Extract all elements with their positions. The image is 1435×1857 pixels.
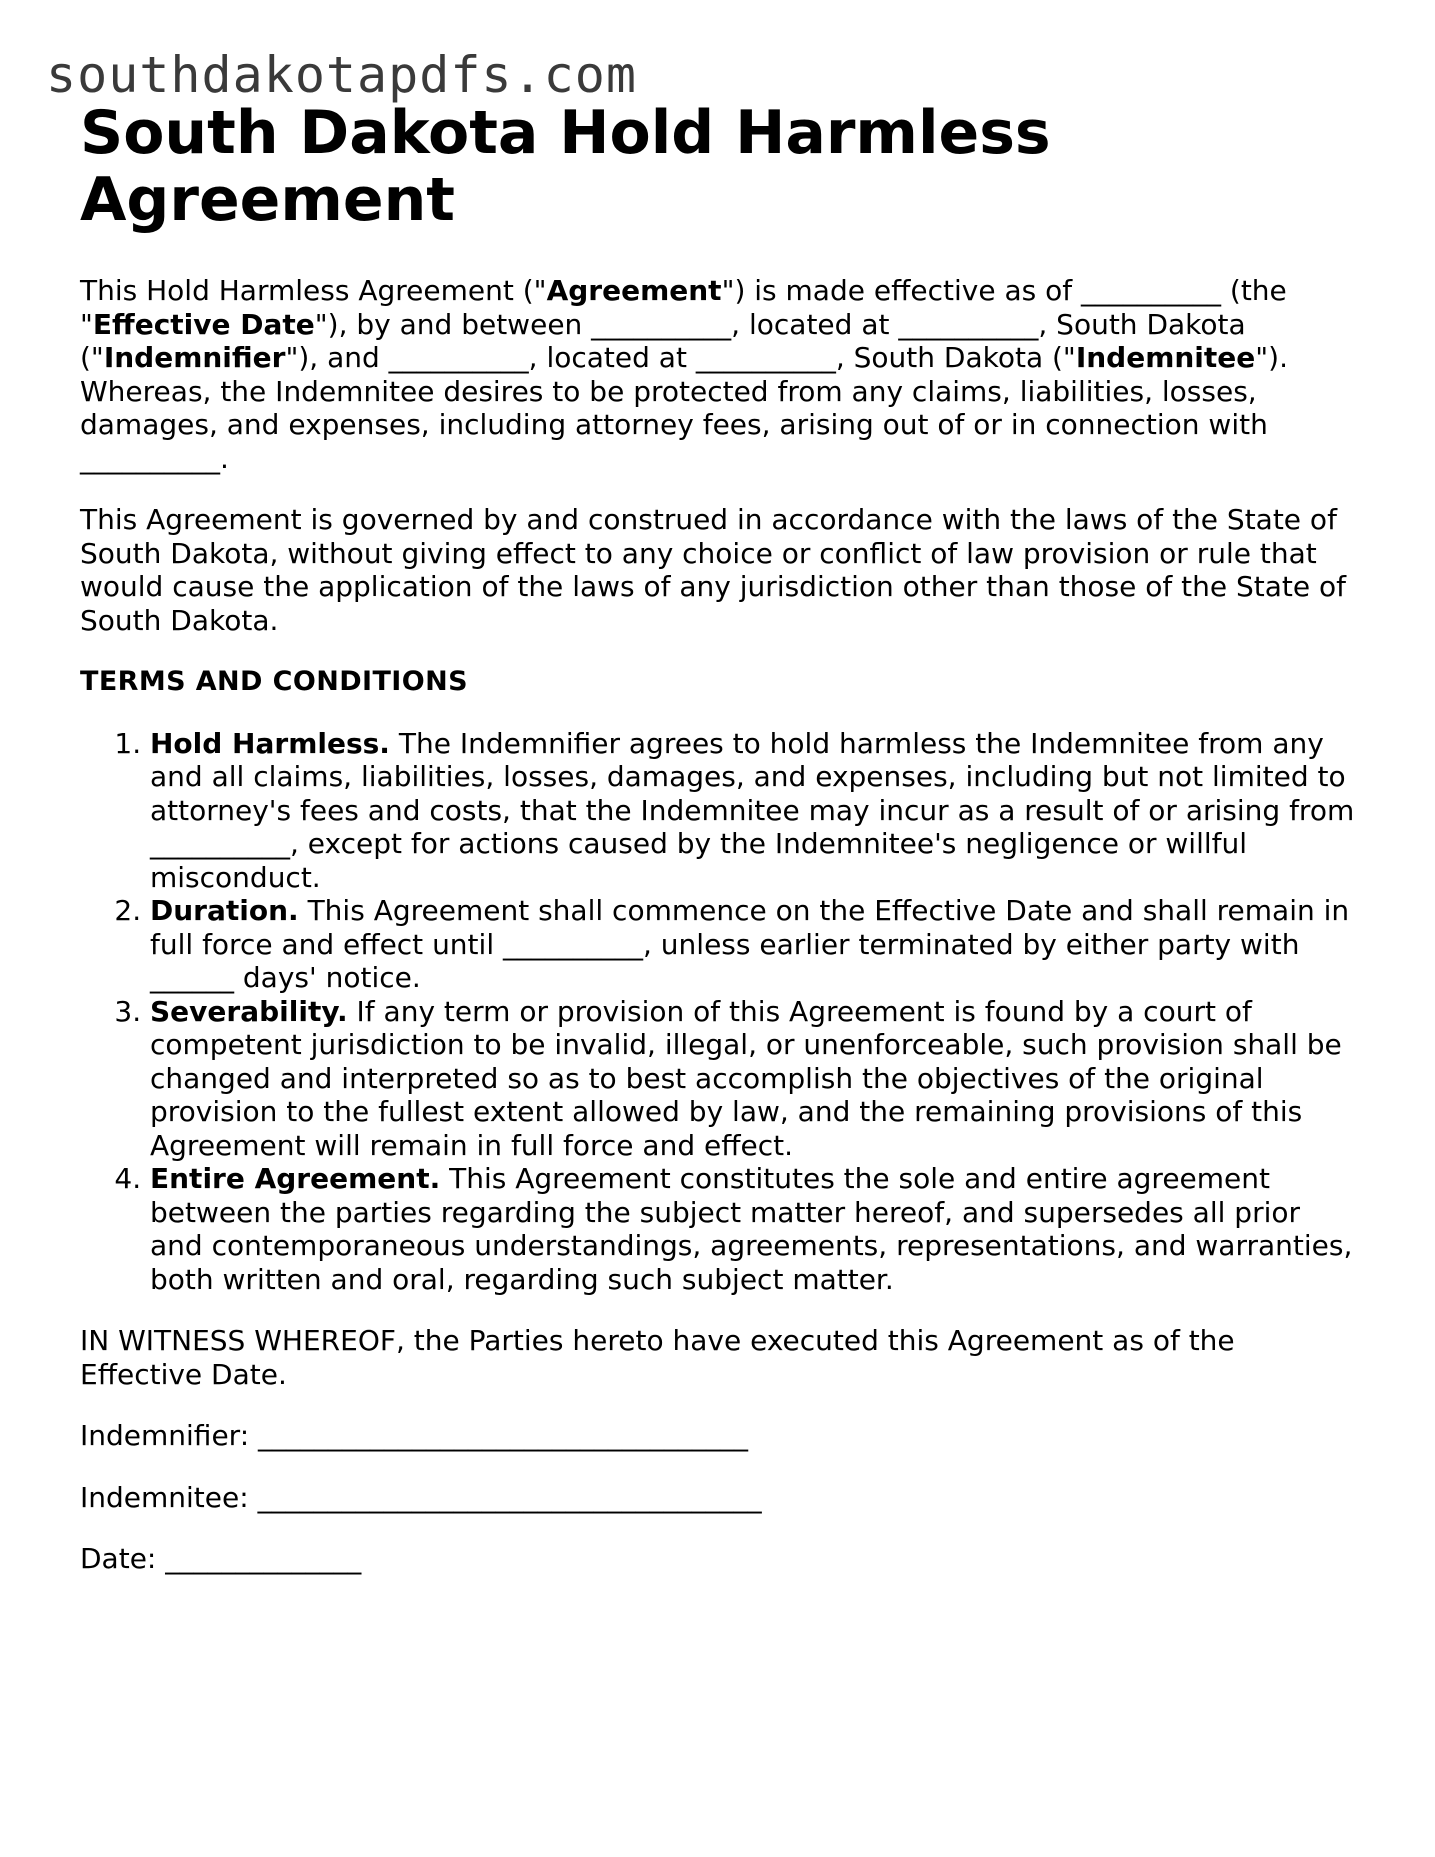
witness-paragraph: IN WITNESS WHEREOF, the Parties hereto have executed this Agreement as of the Effective Date. (80, 1324, 1235, 1391)
term-title: Duration. (150, 894, 299, 927)
intro-bold-agreement: Agreement (546, 274, 722, 307)
intro-text-2: ") is made effective as of __________ (the " (80, 274, 1287, 341)
term-text: If any term or provision of this Agreement is found by a court of competent jurisdiction to be invalid, illegal, or unenforceable, such provision shall be changed and interpreted so as to best accomplish the objectives of the original provision to the fullest extent allowed by law, and the remaining provisions of this Agreement will remain in full force and effect. (150, 994, 1342, 1162)
terms-heading: TERMS AND CONDITIONS (80, 666, 468, 697)
term-title: Severability. (150, 994, 348, 1028)
governing-law-paragraph: This Agreement is governed by and construed in accordance with the laws of the State of South Dakota, without giving effect to any choice or conflict of law provision or rule that would cause the application of the laws of any jurisdiction other than those of the State of South Dakota. (80, 503, 1347, 637)
term-item-hold-harmless (150, 727, 1360, 895)
terms-list (80, 727, 1360, 1297)
intro-text-3: "), by and between __________, located at __________, South Dakota (" (80, 307, 1246, 374)
term-text: This Agreement constitutes the sole and entire agreement between the parties regarding the subject matter hereof, and supersedes all prior and contemporaneous understandings, agreements, representations, and warranties, both written and oral, regarding such subject matter. (150, 1162, 1353, 1296)
date-signature-line: Date: ______________ (80, 1542, 362, 1575)
intro-text-4: "), and __________, located at __________, South Dakota (" (285, 341, 1076, 374)
intro-bold-effective-date: Effective Date (92, 307, 315, 341)
term-title: Hold Harmless. (150, 726, 390, 760)
term-item-severability (150, 995, 1360, 1163)
term-text: The Indemnifier agrees to hold harmless the Indemnitee from any and all claims, liabilities, losses, damages, and expenses, including but not limited to attorney's fees and costs, that the Indemnitee may incur as a result of or arising from __________, except for actions caused by the Indemnitee's negligence or willful misconduct. (150, 726, 1355, 894)
intro-text-1: This Hold Harmless Agreement (" (80, 274, 547, 307)
intro-bold-indemnitee: Indemnitee (1075, 341, 1256, 374)
term-title: Entire Agreement. (150, 1162, 441, 1195)
indemnitee-signature-line: Indemnitee: ____________________________________ (80, 1480, 762, 1514)
term-item-duration (150, 894, 1360, 995)
site-watermark: southdakotapdfs.com (46, 46, 637, 104)
intro-bold-indemnifier: Indemnifier (103, 341, 286, 374)
indemnifier-signature-line: Indemnifier: ___________________________________ (80, 1419, 749, 1452)
intro-paragraph (80, 274, 1360, 475)
document-title: South Dakota Hold Harmless Agreement (80, 98, 1051, 235)
term-item-entire-agreement (150, 1162, 1360, 1296)
intro-text-5: "). Whereas, the Indemnitee desires to be protected from any claims, liabilities, losses, damages, and expenses, including attorney fees, arising out of or in connection with __________. (80, 341, 1288, 475)
agreement-document (80, 100, 1360, 1576)
term-text: This Agreement shall commence on the Effective Date and shall remain in full force and effect until __________, unless earlier terminated by either party with ______ days' notice. (150, 894, 1350, 994)
